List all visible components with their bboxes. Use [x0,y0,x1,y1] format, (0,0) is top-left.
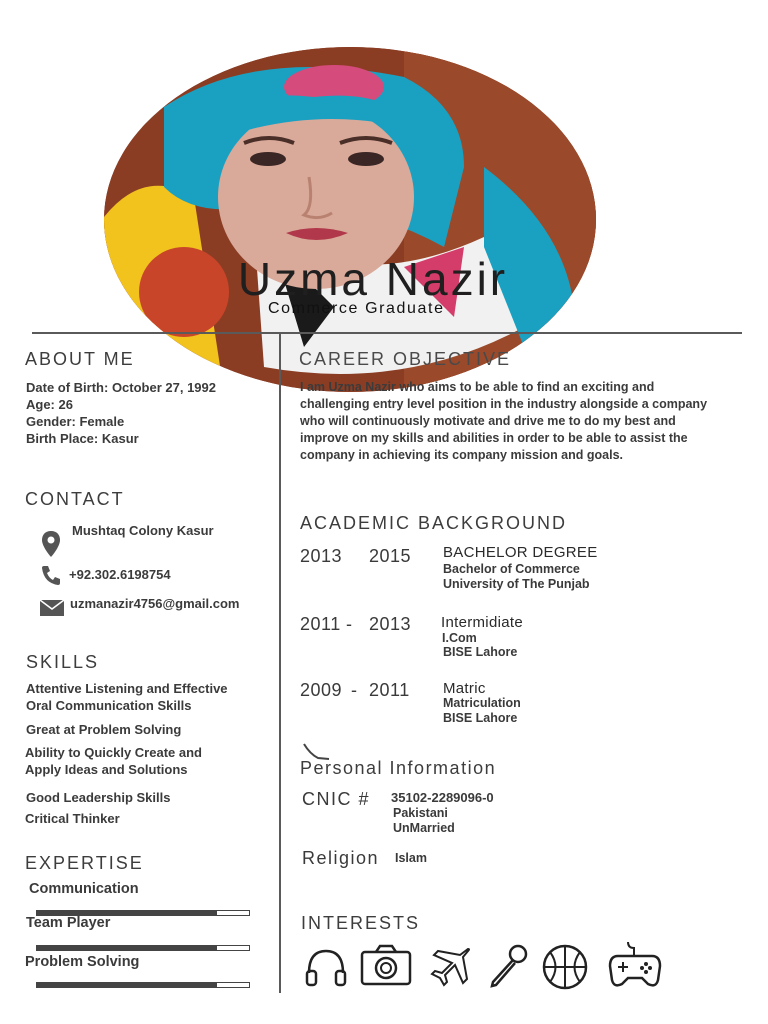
academic-degree-title: Matric [443,680,486,697]
expertise-bar-fill [37,983,217,987]
about-age: Age: 26 [26,397,73,412]
academic-degree-title: BACHELOR DEGREE [443,544,598,561]
skill-item: Good Leadership Skills [26,790,171,805]
academic-degree-line: BISE Lahore [443,711,518,725]
academic-degree-line: University of The Punjab [443,577,590,591]
expertise-bar-fill [37,946,217,950]
profile-photo [104,47,596,392]
skill-item: Critical Thinker [25,811,120,826]
skill-item: Ability to Quickly Create and [25,745,202,760]
academic-degree-line: I.Com [442,631,477,645]
academic-degree-line: BISE Lahore [443,645,518,659]
expertise-bar [36,945,250,951]
expertise-heading: EXPERTISE [25,853,144,873]
academic-to-year: 2013 [369,614,412,634]
airplane-icon [430,947,472,992]
marital-status-value: UnMarried [393,821,455,835]
academic-to-year: 2015 [369,546,412,566]
contact-phone[interactable]: +92.302.6198754 [69,567,171,582]
academic-year-separator: - [351,680,358,700]
skill-item: Attentive Listening and Effective [26,681,228,696]
academic-from-year: 2009 [300,680,343,700]
career-heading: CAREER OBJECTIVE [299,349,512,369]
location-pin-icon [40,530,62,563]
academic-from-year: 2013 [300,546,343,566]
expertise-bar [36,982,250,988]
contact-heading: CONTACT [25,489,125,509]
career-line: challenging entry level position in the industry alongside a company [300,397,708,411]
expertise-label: Team Player [26,915,111,931]
candidate-title: Commerce Graduate [268,300,445,317]
religion-value: Islam [395,851,427,865]
cnic-value: 35102-2289096-0 [391,790,494,805]
interests-heading: INTERESTS [301,913,421,933]
contact-address: Mushtaq Colony Kasur [72,523,214,538]
cnic-label: CNIC # [302,789,371,809]
skill-item: Great at Problem Solving [26,722,182,737]
academic-year-separator: - [346,614,353,634]
headphones-icon [304,947,348,992]
career-line: improve on my skills and abilities in order to be able to assist the [300,431,688,445]
gamepad-icon [608,940,662,995]
personal-heading: Personal Information [300,758,497,778]
expertise-label: Problem Solving [25,954,140,970]
microphone-icon [488,944,530,993]
academic-from-year: 2011 [300,614,341,634]
expertise-label: Communication [29,881,139,897]
about-heading: ABOUT ME [25,349,135,369]
profile-photo-illustration [104,47,596,392]
academic-heading: ACADEMIC BACKGROUND [300,513,568,533]
phone-icon [40,564,62,591]
contact-email[interactable]: uzmanazir4756@gmail.com [70,596,240,611]
about-gender: Gender: Female [26,414,125,429]
camera-icon [360,944,412,991]
academic-degree-title: Intermidiate [441,614,523,631]
career-line: company in achieving its company mission and goals. [300,448,623,462]
skill-item: Apply Ideas and Solutions [25,762,188,777]
about-dob: Date of Birth: October 27, 1992 [26,380,216,395]
nationality-value: Pakistani [393,806,448,820]
candidate-name: Uzma Nazir [237,253,509,305]
vertical-divider [279,333,281,993]
academic-degree-line: Bachelor of Commerce [443,562,580,576]
career-line: who will continuously motivate and drive me to do my best and [300,414,676,428]
email-icon [40,600,64,621]
skill-item: Oral Communication Skills [26,698,192,713]
horizontal-divider [32,332,742,334]
about-birth-place: Birth Place: Kasur [26,431,139,446]
religion-label: Religion [302,848,380,868]
basketball-icon [541,944,589,995]
academic-to-year: 2011 [369,680,410,700]
career-line: I am Uzma Nazir who aims to be able to find an exciting and [300,380,655,394]
academic-degree-line: Matriculation [443,696,521,710]
skills-heading: SKILLS [26,652,100,672]
